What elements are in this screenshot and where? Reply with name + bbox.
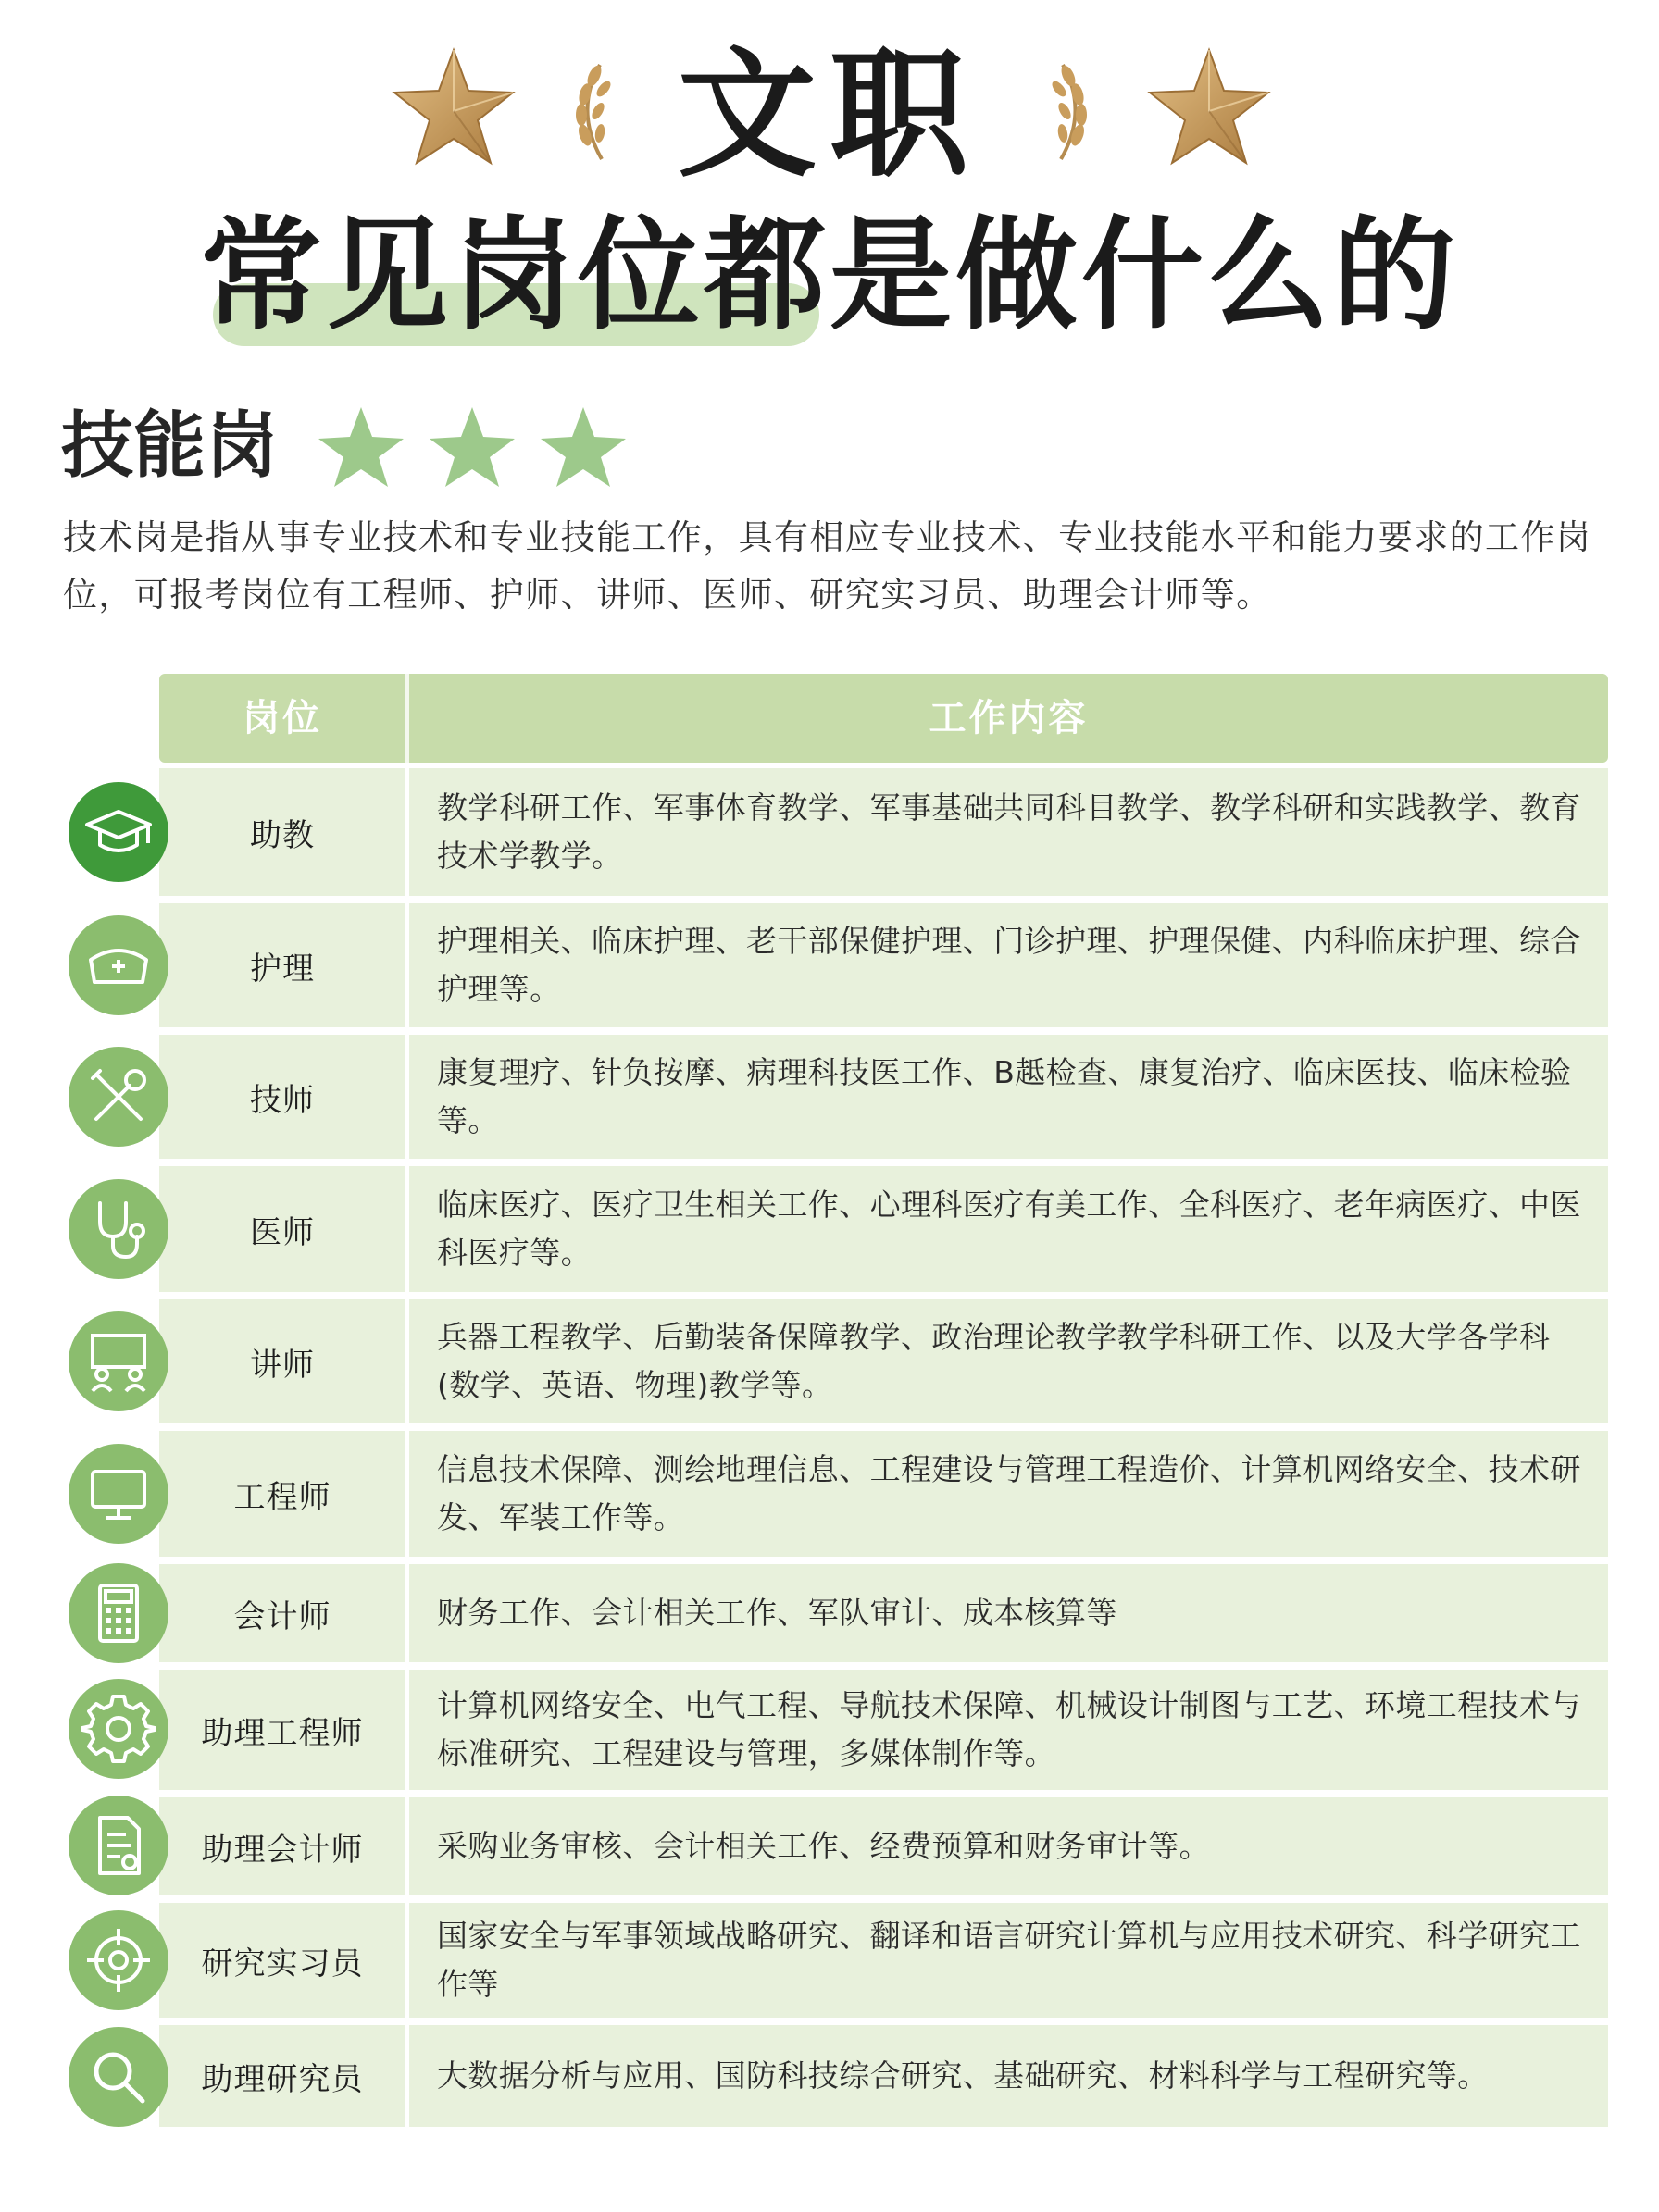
content-cell: 教学科研工作、军事体育教学、军事基础共同科目教学、教学科研和实践教学、教育技术学教学。 [437, 789, 1581, 874]
position-cell: 护理 [250, 950, 315, 988]
content-cell: 兵器工程教学、后勤装备保障教学、政治理论教学教学科研工作、以及大学各学科(数学、英语、物理)教学等。 [437, 1319, 1551, 1403]
graduation-cap-icon [69, 782, 168, 882]
position-cell: 研究实习员 [201, 1945, 364, 1982]
document-icon [69, 1796, 168, 1895]
search-icon [69, 2027, 168, 2127]
content-cell: 大数据分析与应用、国防科技综合研究、基础研究、材料科学与工程研究等。 [437, 2057, 1489, 2094]
calculator-icon [69, 1563, 168, 1663]
content-cell: 采购业务审核、会计相关工作、经费预算和财务审计等。 [437, 1828, 1210, 1864]
lecture-icon [69, 1311, 168, 1411]
header [0, 0, 1659, 370]
target-icon [69, 1910, 168, 2010]
table-row [159, 768, 1608, 896]
table-row [159, 1797, 1608, 1895]
table-row [159, 1564, 1608, 1662]
content-cell: 康复理疗、针负按摩、病理科技医工作、B趆检查、康复治疗、临床医技、临床检验等。 [437, 1054, 1572, 1138]
table-row [159, 1431, 1608, 1557]
position-cell: 助理会计师 [201, 1831, 364, 1869]
content-cell: 财务工作、会计相关工作、军队审计、成本核算等 [437, 1595, 1117, 1631]
gear-icon [69, 1679, 168, 1779]
position-cell: 技师 [250, 1081, 315, 1119]
position-cell: 助教 [250, 816, 315, 854]
position-cell: 会计师 [233, 1597, 331, 1635]
title-line-2: 常见岗位都是做什么的 [200, 205, 1459, 347]
stethoscope-icon [69, 1179, 168, 1279]
content-cell: 信息技术保障、测绘地理信息、工程建设与管理工程造价、计算机网络安全、技术研发、军装工作等。 [437, 1451, 1581, 1535]
content-cell: 临床医疗、医疗卫生相关工作、心理科医疗有美工作、全科医疗、老年病医疗、中医科医疗等。 [437, 1187, 1581, 1271]
table-header [159, 674, 1608, 763]
table-row [159, 1903, 1608, 2018]
position-cell: 讲师 [250, 1346, 315, 1384]
header-content: 工作内容 [929, 697, 1089, 739]
table-row [159, 903, 1608, 1027]
position-cell: 助理研究员 [201, 2060, 364, 2098]
table-row [159, 1035, 1608, 1159]
tools-icon [69, 1047, 168, 1147]
title-line-1: 文职 [677, 35, 981, 196]
green-star-icon [430, 407, 515, 487]
position-cell: 医师 [250, 1213, 315, 1251]
table-row [159, 2025, 1608, 2127]
green-star-icon [318, 407, 404, 487]
content-cell: 国家安全与军事领域战略研究、翻译和语言研究计算机与应用技术研究、科学研究工作等 [437, 1918, 1581, 2002]
intro-paragraph: 技术岗是指从事专业技术和专业技能工作，具有相应专业技术、专业技能水平和能力要求的工作岗位，可报考岗位有工程师、护师、讲师、医师、研究实习员、助理会计师等。 [63, 517, 1592, 615]
monitor-icon [69, 1444, 168, 1544]
section-title: 技能岗 [61, 404, 279, 488]
position-cell: 工程师 [233, 1478, 331, 1516]
table-row [159, 1299, 1608, 1423]
table-row [159, 1166, 1608, 1292]
content-cell: 护理相关、临床护理、老干部保健护理、门诊护理、护理保健、内科临床护理、综合护理等。 [437, 923, 1581, 1007]
position-cell: 助理工程师 [201, 1714, 364, 1752]
content-cell: 计算机网络安全、电气工程、导航技术保障、机械设计制图与工艺、环境工程技术与标准研究、工程建设与管理，多媒体制作等。 [437, 1687, 1581, 1771]
header-position: 岗位 [243, 697, 322, 739]
green-star-icon [541, 407, 626, 487]
nurse-cap-icon [69, 915, 168, 1015]
rating-stars [315, 400, 634, 492]
table-row [159, 1670, 1608, 1790]
